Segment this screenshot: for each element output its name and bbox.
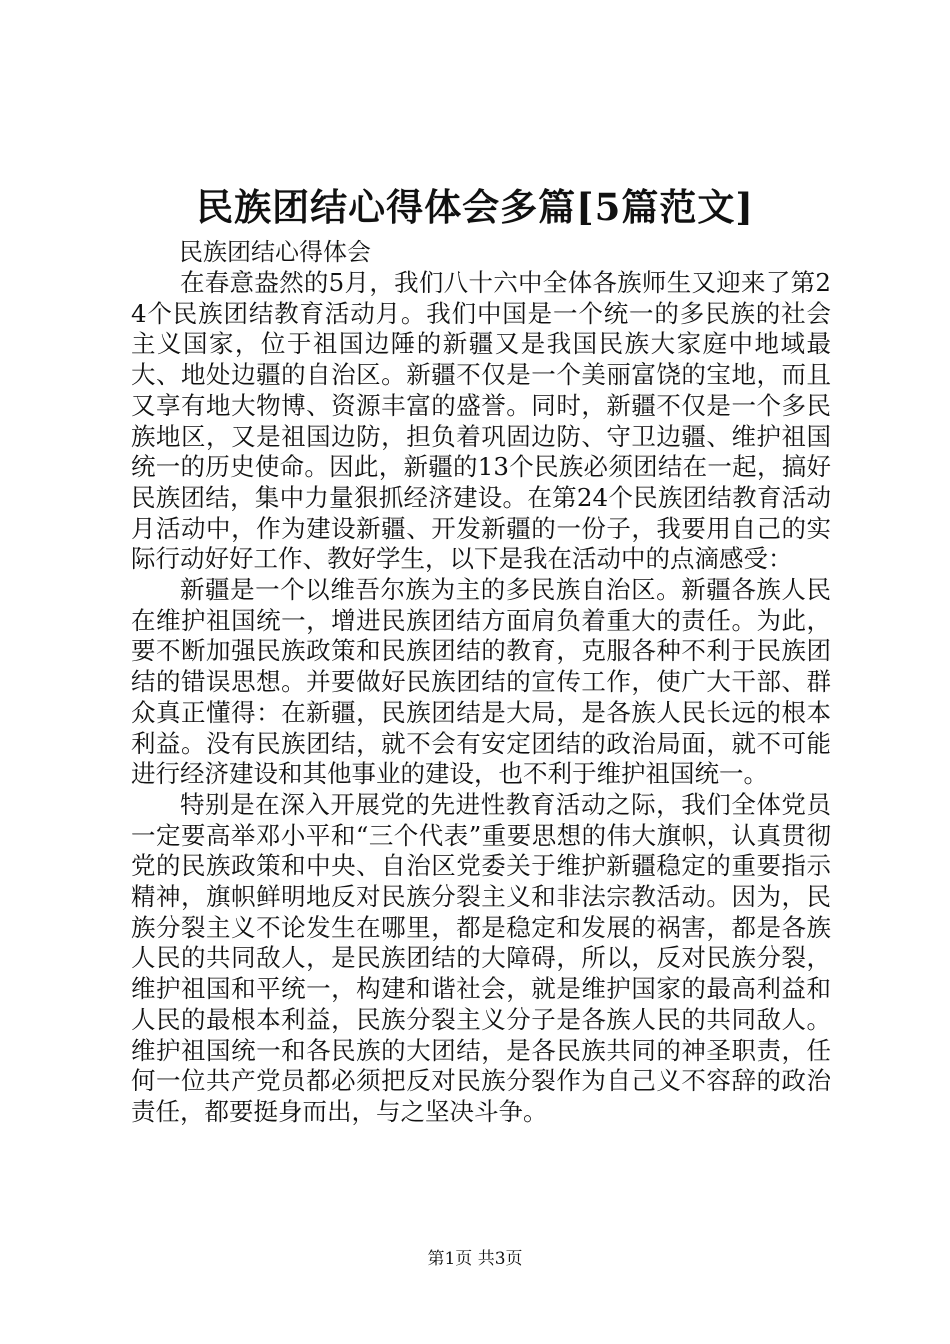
paragraph-3: 特别是在深入开展党的先进性教育活动之际，我们全体党员一定要高举邓小平和“三个代表”重要思想的伟大旗帜，认真贯彻党的民族政策和中央、自治区党委关于维护新疆稳定的重要指示精神，旗帜鲜明地反对民族分裂主义和非法宗教活动。因为，民族分裂主义不论发生在哪里，都是稳定和发展的祸害，都是各族人民的共同敌人，是民族团结的大障碍，所以，反对民族分裂，维护祖国和平统一，构建和谐社会，就是维护国家的最高利益和人民的最根本利益，民族分裂主义分子是各族人民的共同敌人。维护祖国统一和各民族的大团结，是各民族共同的神圣职责，任何一位共产党员都必须把反对民族分裂作为自己义不容辞的政治责任，都要挺身而出，与之坚决斗争。 [131, 789, 831, 1126]
paragraph-1: 在春意盎然的5月，我们八十六中全体各族师生又迎来了第24个民族团结教育活动月。我们中国是一个统一的多民族的社会主义国家，位于祖国边陲的新疆又是我国民族大家庭中地域最大、地处边疆的自治区。新疆不仅是一个美丽富饶的宝地，而且又享有地大物博、资源丰富的盛誉。同时，新疆不仅是一个多民族地区，又是祖国边防，担负着巩固边防、守卫边疆、维护祖国统一的历史使命。因此，新疆的13个民族必须团结在一起，搞好民族团结，集中力量狠抓经济建设。在第24个民族团结教育活动月活动中，作为建设新疆、开发新疆的一份子，我要用自己的实际行动好好工作、教好学生，以下是我在活动中的点滴感受： [131, 268, 831, 574]
section-heading: 民族团结心得体会 [179, 238, 371, 266]
page-footer: 第1页 共3页 [427, 1249, 523, 1269]
document-body [131, 236, 831, 1128]
paragraph-2: 新疆是一个以维吾尔族为主的多民族自治区。新疆各族人民在维护祖国统一，增进民族团结方面肩负着重大的责任。为此，要不断加强民族政策和民族团结的教育，克服各种不利于民族团结的错误思想。并要做好民族团结的宣传工作，使广大干部、群众真正懂得：在新疆，民族团结是大局，是各族人民长远的根本利益。没有民族团结，就不会有安定团结的政治局面，就不可能进行经济建设和其他事业的建设，也不利于维护祖国统一。 [131, 575, 831, 789]
document-title: 民族团结心得体会多篇[5篇范文] [196, 185, 754, 229]
